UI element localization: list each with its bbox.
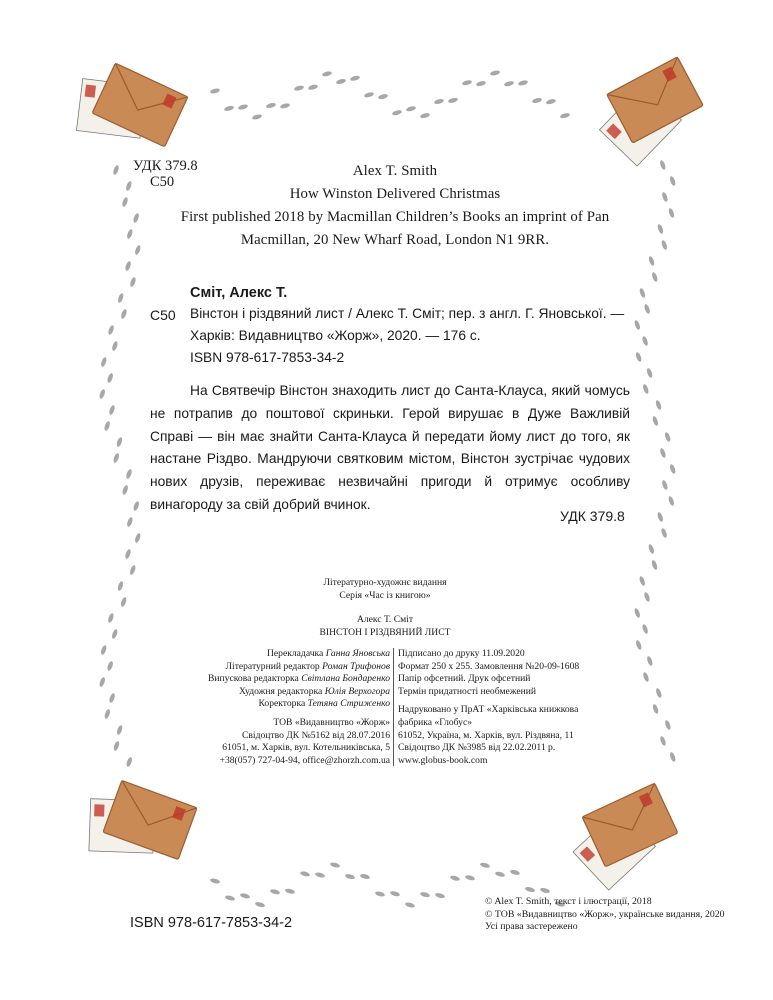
printer-line: Надруковано у ПрАТ «Харківська книжкова [398,704,579,716]
isbn-bottom: ISBN 978-617-7853-34-2 [130,915,293,931]
footprint-icon [643,592,651,603]
footprint-icon [255,901,266,908]
footprint-icon [134,533,142,544]
footprint-icon [450,875,461,882]
copyright-block [485,896,725,934]
footprint-icon [406,105,417,112]
cip-c50: С50 [150,307,176,323]
publication-type-block [210,577,560,602]
footprint-icon [655,400,663,411]
abstract-text: На Святвечір Вінстон знаходить лист до Санта-Клауса, який чомусь не потрапив до поштової скриньки. Герой вирушає в Дуже Важливій Справі — він має знайти Санта-Клауса й передати йому лист до того, як настане Різдво. Мандруючи святковим містом, Вінстон зустрічає чудових нових друзів, переживає незвичайні пригоди й отримує особливу винагороду за свій добрий вчинок. [150,383,630,512]
footprint-icon [652,416,660,427]
footprint-icon [495,871,506,878]
series-name: Серія «Час із книгою» [339,589,431,601]
english-line: How Winston Delivered Christmas [289,186,501,202]
footprint-icon [124,261,132,272]
footprint-icon [336,78,347,85]
footprint-icon [103,421,111,432]
footprint-icon [661,192,669,203]
footprint-icon [112,453,120,464]
cip-author: Сміт, Алекс Т. [190,285,288,301]
footprint-icon [641,336,649,347]
footprint-icon [390,890,401,897]
footprint-icon [125,469,133,480]
imprint-author: Алекс Т. Сміт [356,614,414,625]
footprint-icon [669,752,677,763]
footprint-icon [657,224,665,235]
footprint-icon [476,80,487,87]
footprint-icon [270,888,281,895]
footprint-icon [121,197,129,208]
footprint-icon [252,114,263,121]
footprint-icon [345,873,356,880]
footprint-icon [100,357,108,368]
author-title-block [210,614,560,639]
footprint-icon [540,887,551,894]
footprint-icon [108,405,116,416]
footprint-icon [240,892,251,899]
footprint-icon [117,581,125,592]
footprint-icon [664,720,672,731]
column-divider [393,648,394,766]
footprint-icon [375,891,386,898]
footprint-icon [651,272,659,283]
publisher-line: 61051, м. Харків, вул. Котельниківська, 5 [222,742,390,754]
udk-code-right: УДК 379.8 [560,508,625,524]
footprint-icon [107,325,115,336]
footprint-icon [504,80,515,87]
footprint-icon [420,891,431,898]
footprint-icon [132,501,140,512]
footprint-icon [480,862,491,869]
footprint-icon [435,892,446,899]
footprint-icon [124,549,132,560]
footprint-icon [113,741,121,752]
footprint-icon [99,677,107,688]
footprint-icon [121,485,129,496]
envelope-icon [561,783,687,897]
footprint-icon [129,277,137,288]
printer-line: Свідоцтво ДК №3985 від 22.02.2011 р. [398,742,556,754]
footprint-icon [238,104,249,111]
printer-website: www.globus-book.com [398,754,488,766]
footprint-icon [125,181,133,192]
footprint-icon [300,871,311,878]
footprint-icon [641,624,649,635]
footprint-icon [126,229,134,240]
footprint-icon [117,293,125,304]
footprint-icon [657,512,665,523]
printer-line: фабрика «Глобус» [398,716,473,728]
copyright-line: Усі права застережено [485,921,578,933]
footprint-icon [465,874,476,881]
footprint-icon [643,304,651,315]
footprint-icon [125,757,133,768]
footprint-icon [308,84,319,91]
footprint-icon [638,576,646,587]
copyright-line: © ТОВ «Видавництво «Жорж», українське видання, 2020 [485,908,725,920]
footprint-icon [490,70,501,77]
copyright-line: © Alex T. Smith, текст і ілюстрації, 2018 [485,896,652,907]
footprint-icon [360,873,371,880]
publisher-line: ТОВ «Видавництво «Жорж» [273,716,390,728]
footprint-icon [642,384,650,395]
footprint-icon [392,109,403,116]
footprint-icon [510,869,521,876]
footprint-icon [364,91,375,98]
envelope-icon [74,773,197,881]
footprint-icon [134,245,142,256]
english-line: Alex T. Smith [352,163,438,179]
english-line: First published 2018 by Macmillan Children’s Books an imprint of Pan [180,209,610,225]
footprint-icon [659,448,667,459]
footprint-icon [106,373,114,384]
stamp-icon [85,85,96,98]
footprint-icon [448,97,459,104]
footprint-icon [210,88,221,95]
credit-line: Художня редакторка Юлія Верхогора [238,685,390,697]
footprint-icon [668,208,676,219]
envelope-icon [62,53,188,167]
footprint-icon [285,888,296,895]
publisher-line: Свідоцтво ДК №5162 від 28.07.2016 [242,729,390,741]
footprint-icon [106,661,114,672]
footprint-icon [330,862,341,869]
credit-line: Коректорка Тетяна Стриженко [258,698,390,710]
footprint-icon [668,496,676,507]
english-imprint [160,160,630,252]
footprint-icon [664,432,672,443]
footprint-icon [111,629,119,640]
footprint-icon [659,736,667,747]
book-abstract [150,380,630,517]
footprint-icon [111,341,119,352]
footprint-icon [108,693,116,704]
footprint-icon [434,98,445,105]
footprint-icon [266,102,277,109]
footprint-icon [129,565,137,576]
publication-type: Літературно-художнє видання [323,577,447,588]
print-line: Формат 250 х 255. Замовлення №20-09-1608 [398,660,580,672]
footprint-icon [132,213,140,224]
imprint-title: ВІНСТОН І РІЗДВЯНИЙ ЛИСТ [319,626,451,638]
footprint-icon [659,160,667,171]
envelope-icon [586,57,713,174]
footprint-icon [225,895,236,902]
print-line: Папір офсетний. Друк офсетний [398,673,531,685]
credit-line: Перекладачка Ганна Яновська [266,648,390,659]
credit-line: Випускова редакторка Світлана Бондаренко [208,673,390,685]
footprint-icon [646,368,654,379]
footprint-icon [104,709,112,720]
footprint-icon [648,256,656,267]
footprint-icon [633,608,641,619]
footprint-icon [120,309,128,320]
footprint-icon [116,725,124,736]
footprint-icon [420,112,431,119]
footprint-icon [669,464,677,475]
footprint-icon [350,75,361,82]
print-line: Підписано до друку 11.09.2020 [398,648,525,659]
footprint-icon [98,389,106,400]
footprint-icon [224,105,235,112]
footprint-icon [112,165,120,176]
footprint-icon [120,597,128,608]
footprint-icon [560,112,571,119]
footprint-icon [116,437,124,448]
footprint-icon [525,886,536,893]
footprint-icon [294,85,305,92]
footprint-icon [126,517,134,528]
footprint-icon [100,645,108,656]
footprint-icon [661,240,669,251]
footprint-icon [210,878,221,885]
cip-line: Харків: Видавництво «Жорж», 2020. — 176 с. [190,328,481,343]
footprint-icon [315,872,326,879]
footprint-icon [648,544,656,555]
udk-code-top: УДК 379.8 [133,158,198,174]
footprint-icon [639,288,647,299]
footprint-icon [107,613,115,624]
footprint-icon [280,102,291,109]
footprint-icon [378,93,389,100]
english-line: Macmillan, 20 New Wharf Road, London N1 9RR. [240,232,550,248]
footprint-icon [661,480,669,491]
footprint-icon [405,902,416,909]
footprint-icon [518,79,529,86]
publisher-line: +38(057) 727-04-94, office@zhorzh.com.ua [219,754,390,766]
cip-line: Вінстон і різдвяний лист / Алекс Т. Сміт; пер. з англ. Г. Яновської. — [190,306,625,321]
printer-line: 61052, Україна, м. Харків, вул. Різдвяна, 11 [398,729,574,741]
credit-line: Літературний редактор Роман Трифонов [225,660,390,672]
footprint-icon [546,98,557,105]
footprint-icon [462,79,473,86]
print-line: Термін придатності необмежений [398,685,536,697]
footprint-icon [660,528,668,539]
credits-right-column [398,648,658,767]
footprint-icon [651,560,659,571]
cip-record [190,303,640,369]
footprint-icon [532,97,543,104]
stamp-icon [94,804,104,816]
footprint-icon [669,176,677,187]
cip-line: ISBN 978-617-7853-34-2 [190,350,345,365]
c50-code-top: С50 [150,174,175,190]
credits-left-column [160,648,390,767]
footprint-icon [322,70,333,77]
